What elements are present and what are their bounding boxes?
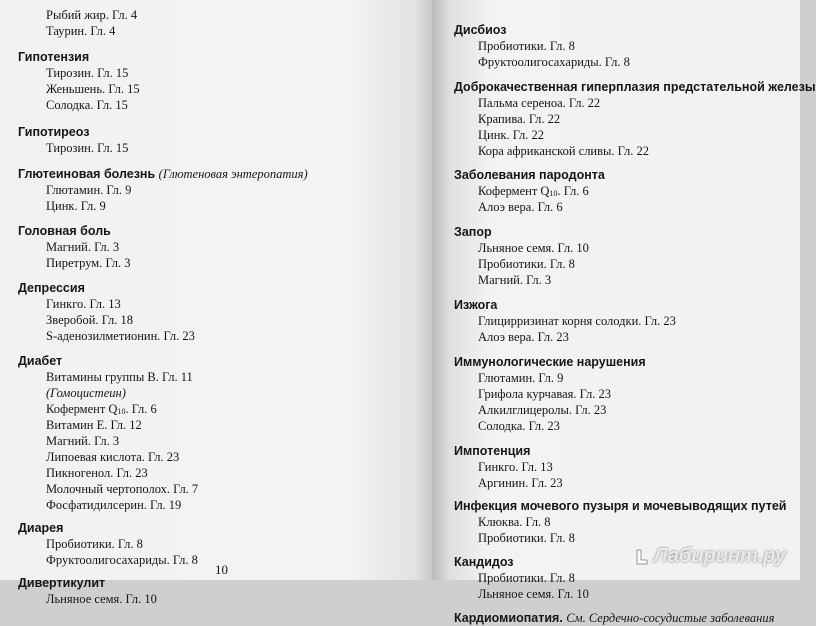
entry-heading [18, 280, 195, 296]
entry-item-text: Липоевая кислота. Гл. 23 [46, 450, 180, 464]
entry-item-text: Гинкго. Гл. 13 [46, 297, 121, 311]
entry-item [454, 111, 816, 127]
entry-item-text: Магний. Гл. 3 [46, 240, 120, 254]
subscript: 10 [117, 407, 126, 416]
entry-heading [18, 124, 128, 140]
index-entry-depression [18, 280, 195, 344]
entry-item-text: Кофермент Q [46, 402, 118, 416]
entry-item-text: Молочный чертополох. Гл. 7 [46, 482, 199, 496]
index-entry-dysbiosis [454, 22, 630, 70]
entry-heading-text: Запор [454, 225, 492, 239]
entry-heading-text: Гипотиреоз [18, 125, 90, 139]
entry-heading-text: Головная боль [18, 224, 111, 238]
labirint-logo-icon [634, 548, 650, 566]
index-entry-prostate [454, 79, 816, 159]
entry-item-text: Льняное семя. Гл. 10 [478, 241, 589, 255]
entry-item [454, 240, 589, 256]
entry-item [454, 95, 816, 111]
entry-item [454, 402, 646, 418]
entry-item-text: Фосфатидилсерин. Гл. 19 [46, 498, 182, 512]
entry-item [18, 23, 137, 39]
entry-item [454, 514, 786, 530]
entry-heading [454, 554, 589, 570]
entry-item-text: Витамин Е. Гл. 12 [46, 418, 142, 432]
entry-heading-text: Депрессия [18, 281, 85, 295]
index-entry-periodontal [454, 167, 605, 215]
entry-item [454, 386, 646, 402]
entry-item-text: Льняное семя. Гл. 10 [46, 592, 157, 606]
index-entry-heartburn [454, 297, 676, 345]
entry-item [454, 38, 630, 54]
entry-item [18, 465, 198, 481]
index-entry-candidiasis [454, 554, 589, 602]
entry-heading [454, 167, 605, 183]
entry-heading [454, 354, 646, 370]
entry-item-text: Клюква. Гл. 8 [478, 515, 551, 529]
entry-item-text: Пиретрум. Гл. 3 [46, 256, 131, 270]
entry-item-text: Пробиотики. Гл. 8 [478, 257, 575, 271]
entry-item [18, 81, 140, 97]
entry-item-text: Глютамин. Гл. 9 [478, 371, 564, 385]
entry-item-text: Пробиотики. Гл. 8 [478, 531, 575, 545]
entry-item [18, 7, 137, 23]
entry-heading [454, 443, 563, 459]
entry-item-text: Крапива. Гл. 22 [478, 112, 561, 126]
entry-item [18, 497, 198, 513]
entry-item [18, 369, 198, 385]
index-entry-hypotension [18, 49, 140, 113]
entry-heading [18, 223, 131, 239]
entry-item-text: Солодка. Гл. 15 [46, 98, 128, 112]
entry-heading [18, 166, 308, 182]
entry-heading [454, 610, 774, 626]
entry-item [454, 199, 605, 215]
entry-heading-text: Изжога [454, 298, 498, 312]
entry-item [18, 140, 128, 156]
entry-heading-text: Импотенция [454, 444, 531, 458]
entry-item-text: Аргинин. Гл. 23 [478, 476, 563, 490]
index-entry-gluten [18, 166, 308, 214]
entry-heading [454, 224, 589, 240]
entry-item [454, 586, 589, 602]
entry-heading-text: Кардиомиопатия. [454, 611, 563, 625]
entry-item-text: Рыбий жир. Гл. 4 [46, 8, 138, 22]
entry-item [18, 552, 198, 568]
entry-item-text: Гинкго. Гл. 13 [478, 460, 553, 474]
index-entry-cont [18, 7, 137, 39]
index-entry-diarrhea [18, 520, 198, 568]
entry-item [454, 54, 630, 70]
entry-item-text: Тирозин. Гл. 15 [46, 66, 129, 80]
entry-item [18, 481, 198, 497]
entry-item [454, 183, 605, 199]
entry-item [454, 256, 589, 272]
entry-heading-text: Дивертикулит [18, 576, 106, 590]
entry-item-text: Пробиотики. Гл. 8 [478, 571, 575, 585]
entry-item [18, 182, 308, 198]
index-entry-diabetes [18, 353, 198, 513]
entry-item [18, 591, 157, 607]
entry-item-text: Пикногенол. Гл. 23 [46, 466, 148, 480]
entry-item-text: Кора африканской сливы. Гл. 22 [478, 144, 649, 158]
entry-item [454, 329, 676, 345]
entry-heading-note: См. Сердечно-сосудистые заболевания [566, 611, 775, 625]
entry-heading-note: (Глютеновая энтеропатия) [158, 167, 308, 181]
entry-item [454, 418, 646, 434]
entry-item [18, 97, 140, 113]
entry-item-text: Алкилглицеролы. Гл. 23 [478, 403, 607, 417]
entry-item [454, 370, 646, 386]
entry-item-text: Магний. Гл. 3 [478, 273, 552, 287]
entry-item [454, 313, 676, 329]
entry-item-text: Женьшень. Гл. 15 [46, 82, 140, 96]
entry-item [454, 459, 563, 475]
entry-item-text: Фруктоолигосахариды. Гл. 8 [478, 55, 630, 69]
entry-item [18, 328, 195, 344]
entry-item [18, 417, 198, 433]
entry-item [454, 530, 786, 546]
entry-heading-text: Заболевания пародонта [454, 168, 605, 182]
entry-item [454, 272, 589, 288]
entry-item [454, 127, 816, 143]
entry-heading-text: Доброкачественная гиперплазия предстательной железы [454, 80, 816, 94]
entry-heading [454, 297, 676, 313]
labirint-watermark [634, 545, 786, 568]
entry-heading-text: Кандидоз [454, 555, 514, 569]
entry-item-suffix: . Гл. 6 [557, 184, 589, 198]
entry-heading [18, 49, 140, 65]
entry-item-text: Кофермент Q [478, 184, 550, 198]
entry-item [18, 536, 198, 552]
entry-item-text: Алоэ вера. Гл. 6 [478, 200, 563, 214]
entry-item-text: Фруктоолигосахариды. Гл. 8 [46, 553, 198, 567]
entry-item [454, 570, 589, 586]
entry-item-text: Цинк. Гл. 22 [478, 128, 545, 142]
entry-item [18, 312, 195, 328]
entry-item [18, 449, 198, 465]
watermark-text: Лабиринт.ру [653, 545, 786, 567]
entry-item-text: Грифола курчавая. Гл. 23 [478, 387, 611, 401]
index-entry-cardiomyopathy [454, 610, 774, 626]
entry-heading [18, 520, 198, 536]
index-entry-immune [454, 354, 646, 434]
entry-item-text: Витамины группы В. Гл. 11 [46, 370, 193, 384]
entry-item [454, 143, 816, 159]
entry-heading-text: Диарея [18, 521, 64, 535]
entry-item [18, 198, 308, 214]
entry-item-text: Пальма сереноа. Гл. 22 [478, 96, 601, 110]
entry-heading-text: Глютеиновая болезнь [18, 167, 156, 181]
entry-item [18, 385, 198, 401]
entry-item [18, 296, 195, 312]
entry-heading [18, 575, 157, 591]
entry-heading-text: Инфекция мочевого пузыря и мочевыводящих путей [454, 499, 787, 513]
entry-heading [18, 353, 198, 369]
page-number: 10 [215, 562, 228, 577]
index-entry-impotence [454, 443, 563, 491]
entry-item-text: Зверобой. Гл. 18 [46, 313, 133, 327]
index-entry-uti [454, 498, 786, 546]
entry-item-text: S-аденозилметионин. Гл. 23 [46, 329, 195, 343]
index-entry-headache [18, 223, 131, 271]
entry-heading-text: Иммунологические нарушения [454, 355, 646, 369]
entry-heading-text: Дисбиоз [454, 23, 507, 37]
entry-heading [454, 79, 816, 95]
right-page [432, 0, 816, 625]
entry-heading-text: Диабет [18, 354, 63, 368]
entry-heading [454, 22, 630, 38]
entry-item-text: Глицирризинат корня солодки. Гл. 23 [478, 314, 676, 328]
entry-item-text: Алоэ вера. Гл. 23 [478, 330, 569, 344]
entry-item [18, 433, 198, 449]
subscript: 10 [549, 189, 558, 198]
index-entry-hypothyroidism [18, 124, 128, 156]
entry-item-text: Пробиотики. Гл. 8 [478, 39, 575, 53]
entry-item-text: Глютамин. Гл. 9 [46, 183, 132, 197]
index-entry-diverticulitis [18, 575, 157, 607]
entry-item [454, 475, 563, 491]
entry-item-text: Магний. Гл. 3 [46, 434, 120, 448]
entry-item [18, 255, 131, 271]
entry-item-text: Пробиотики. Гл. 8 [46, 537, 143, 551]
entry-heading-text: Гипотензия [18, 50, 90, 64]
entry-item-text: Льняное семя. Гл. 10 [478, 587, 589, 601]
entry-item-text: Таурин. Гл. 4 [46, 24, 116, 38]
entry-item-text: Солодка. Гл. 23 [478, 419, 560, 433]
entry-heading [454, 498, 786, 514]
entry-item [18, 401, 198, 417]
entry-item-suffix: . Гл. 6 [125, 402, 157, 416]
entry-item-text: Цинк. Гл. 9 [46, 199, 106, 213]
entry-item [18, 65, 140, 81]
entry-item-text: (Гомоцистеин) [46, 386, 126, 400]
entry-item-text: Тирозин. Гл. 15 [46, 141, 129, 155]
index-entry-constipation [454, 224, 589, 288]
entry-item [18, 239, 131, 255]
